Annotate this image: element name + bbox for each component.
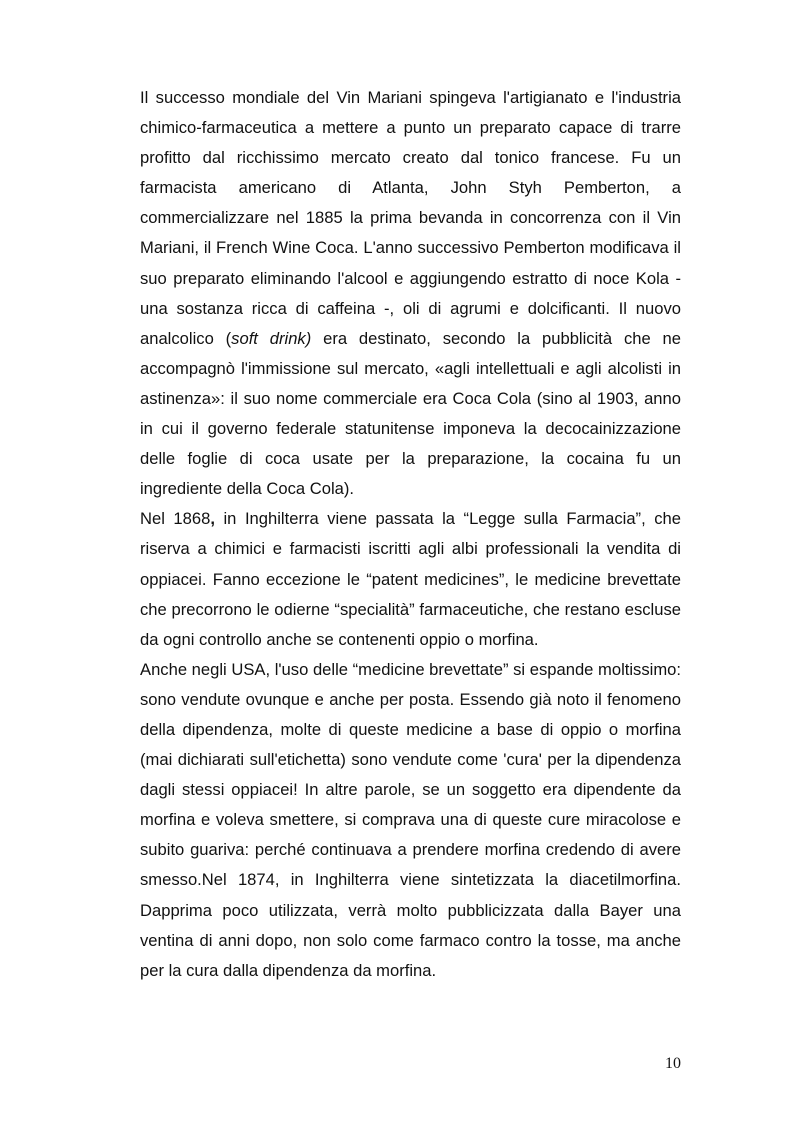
bold-comma: , xyxy=(210,509,215,529)
paragraph-legge-farmacia xyxy=(140,504,681,654)
paragraph-text: in Inghilterra viene passata la “Legge sulla Farmacia”, che riserva a chimici e farmacisti iscritti agli albi professionali la vendita di oppiacei. Fanno eccezione le “patent medicines”, le medicine brevettate che precorrono le odierne “specialità” farmaceutiche, che restano escluse da ogni controllo anche se contenenti oppio o morfina. xyxy=(140,509,681,649)
paragraph-text: Il successo mondiale del Vin Mariani spingeva l'artigianato e l'industria chimico-farmaceutica a mettere a punto un preparato capace di trarre profitto dal ricchissimo mercato creato dal tonico francese. Fu un farmacista americano di Atlanta, John Styh Pemberton, a commercializzare nel 1885 la prima bevanda in concorrenza con il Vin Mariani, il French Wine Coca. L'anno successivo Pemberton modificava il suo preparato eliminando l'alcool e aggiungendo estratto di noce Kola - una sostanza ricca di caffeina -, oli di agrumi e dolcificanti. Il nuovo analcolico ( xyxy=(140,88,681,348)
italic-term: soft drink) xyxy=(231,328,312,348)
paragraph-medicine-brevettate: Anche negli USA, l'uso delle “medicine brevettate” si espande moltissimo: sono vendute ovunque e anche per posta. Essendo già noto il fenomeno della dipendenza, molte di queste medicine a base di oppio o morfina (mai dichiarati sull'etichetta) sono vendute come 'cura' per la dipendenza dagli stessi oppiacei! In altre parole, se un soggetto era dipendente da morfina e voleva smettere, si comprava una di queste cure miracolose e subito guariva: perché continuava a prendere morfina credendo di avere smesso.Nel 1874, in Inghilterra viene sintetizzata la diacetilmorfina. Dapprima poco utilizzata, verrà molto pubblicizzata dalla Bayer una ventina di anni dopo, non solo come farmaco contro la tosse, ma anche per la cura dalla dipendenza da morfina. xyxy=(140,659,681,980)
body-text xyxy=(140,83,681,986)
paragraph-text: Nel 1868 xyxy=(140,509,211,529)
paragraph-vin-mariani xyxy=(140,83,681,504)
paragraph-text: era destinato, secondo la pubblicità che ne accompagnò l'immissione sul mercato, «agli intellettuali e agli alcolisti in astinenza»: il suo nome commerciale era Coca Cola (sino al 1903, anno in cui il governo federale statunitense imponeva la decocainizzazione delle foglie di coca usate per la preparazione, la cocaina fu un ingrediente della Coca Cola). xyxy=(140,328,682,499)
page-number: 10 xyxy=(665,1055,681,1072)
